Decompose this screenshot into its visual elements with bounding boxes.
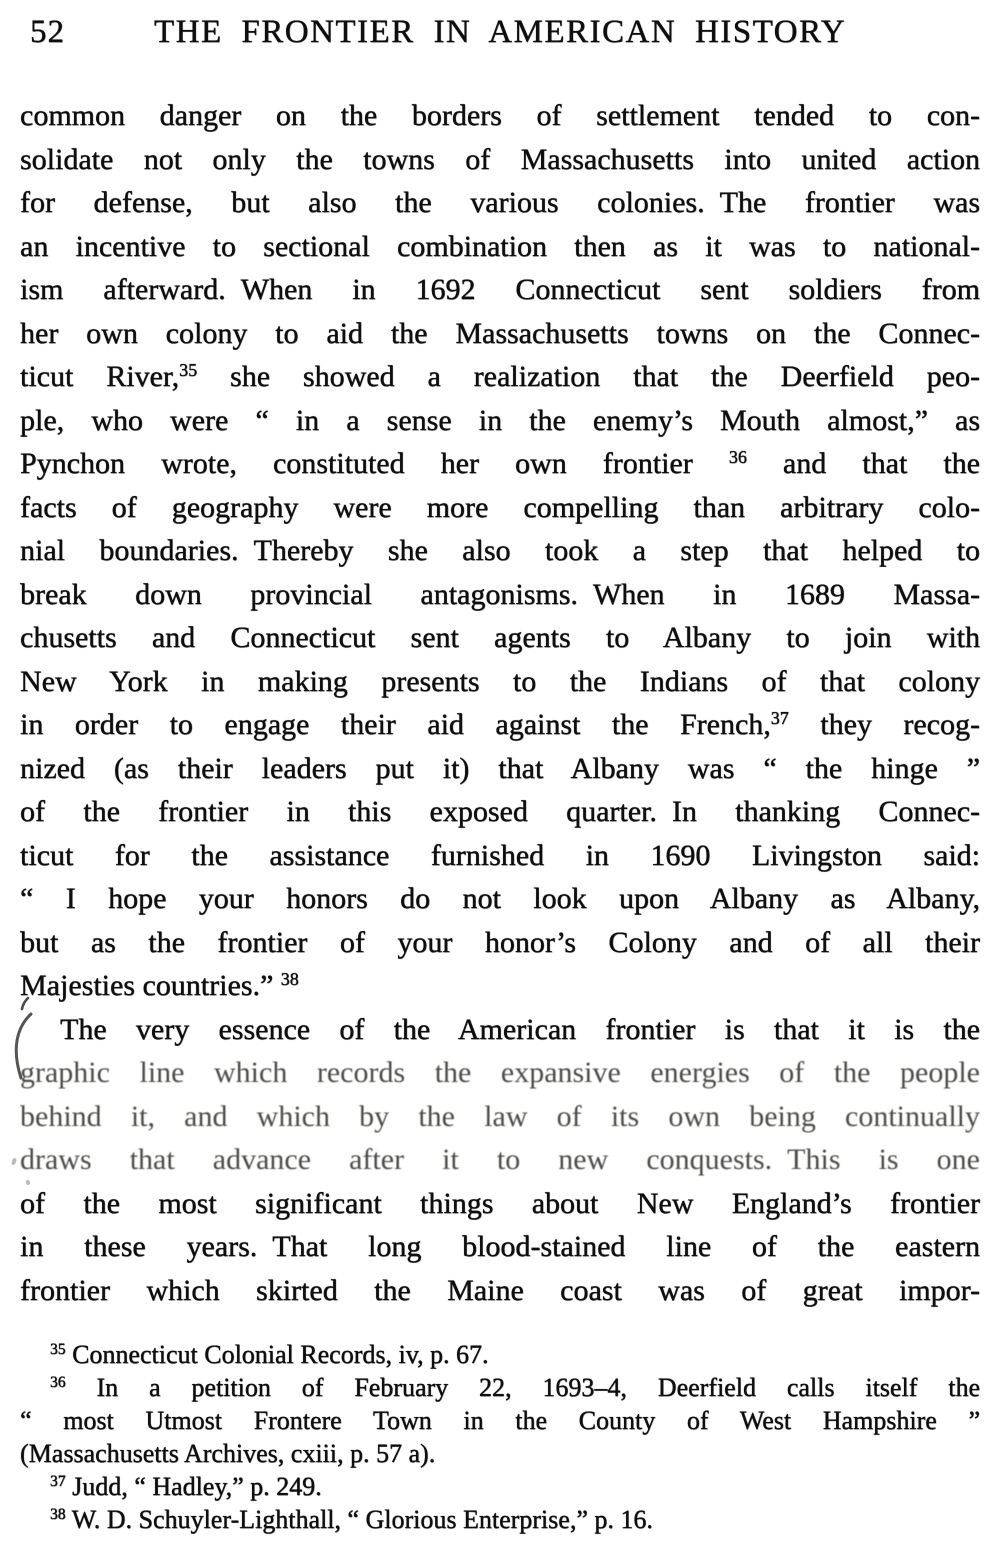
text-line: Majesties countries.” $^{38}$	[20, 969, 299, 1002]
footnote-ref: 38	[280, 969, 299, 990]
text-line: graphic line which records the expansive energies of the people	[20, 1056, 980, 1089]
text-line: (Massachusetts Archives, cxiii, p. 57 a).	[20, 1439, 436, 1468]
text-line: New York in making presents to the Indians of that colony	[20, 664, 980, 698]
text-line: ple, who were “ in a sense in the enemy’s Mouth almost,” as	[20, 403, 980, 437]
text-line: of the most significant things about New England’s frontier	[20, 1186, 980, 1220]
footnotes	[20, 1338, 980, 1536]
text-line: in order to engage their aid against the French,$^{37}$ they recog-	[20, 708, 980, 741]
text-line: her own colony to aid the Massachusetts towns on the Connec-	[20, 316, 980, 350]
text-line: “ I hope your honors do not look upon Albany as Albany,	[20, 882, 980, 915]
footnote-ref: 36	[50, 1374, 66, 1392]
running-header	[0, 12, 1000, 56]
text-line: “ most Utmost Frontere Town in the County of West Hampshire ”	[20, 1406, 980, 1435]
handwritten-margin-mark	[0, 992, 46, 1092]
text-line: frontier which skirted the Maine coast was of great impor-	[20, 1273, 980, 1307]
text-line: $^{37}$ Judd, “ Hadley,” p. 249.	[50, 1472, 322, 1501]
text-line: $^{36}$ In a petition of February 22, 1693–4, Deerfield calls itself the	[50, 1373, 980, 1402]
text-line: $^{35}$ Connecticut Colonial Records, iv, p. 67.	[50, 1340, 489, 1369]
footnote-ref: 35	[50, 1341, 66, 1359]
text-line: nial boundaries. Thereby she also took a step that helped to	[20, 534, 980, 567]
footnote-ref: 37	[50, 1473, 66, 1491]
page-number: 52	[30, 14, 65, 50]
text-line: but as the frontier of your honor’s Colony and of all their	[20, 925, 980, 959]
footnote-ref: 35	[179, 360, 198, 381]
text-line: The very essence of the American frontier is that it is the	[60, 1012, 980, 1046]
stray-ink-marks	[10, 1156, 50, 1192]
text-line: $^{38}$ W. D. Schuyler-Lighthall, “ Glorious Enterprise,” p. 16.	[50, 1505, 653, 1534]
text-line: in these years. That long blood-stained line of the eastern	[20, 1230, 980, 1263]
footnote-ref: 38	[50, 1506, 66, 1524]
text-line: nized (as their leaders put it) that Albany was “ the hinge ”	[20, 751, 980, 785]
text-line: common danger on the borders of settlement tended to con-	[20, 99, 980, 132]
text-line: an incentive to sectional combination then as it was to national-	[20, 229, 980, 263]
text-line: ticut River,$^{35}$ she showed a realization that the Deerfield peo-	[20, 360, 980, 393]
footnote-ref: 36	[728, 447, 747, 468]
text-line: of the frontier in this exposed quarter. In thanking Connec-	[20, 795, 980, 828]
running-title: THE FRONTIER IN AMERICAN HISTORY	[153, 14, 847, 50]
text-line: draws that advance after it to new conquests. This is one	[20, 1143, 980, 1176]
text-line: for defense, but also the various colonies. The frontier was	[20, 186, 980, 219]
text-line: Pynchon wrote, constituted her own frontier $^{36}$ and that the	[20, 447, 980, 480]
text-line: ticut for the assistance furnished in 1690 Livingston said:	[20, 838, 980, 872]
body-text	[20, 94, 980, 1312]
text-line: ism afterward. When in 1692 Connecticut sent soldiers from	[20, 273, 980, 306]
text-line: break down provincial antagonisms. When in 1689 Massa-	[20, 577, 980, 611]
text-line: behind it, and which by the law of its own being continually	[20, 1099, 980, 1133]
text-line: facts of geography were more compelling than arbitrary colo-	[20, 490, 980, 524]
footnote-ref: 37	[770, 708, 789, 729]
text-line: solidate not only the towns of Massachusetts into united action	[20, 142, 980, 176]
text-line: chusetts and Connecticut sent agents to Albany to join with	[20, 621, 980, 654]
